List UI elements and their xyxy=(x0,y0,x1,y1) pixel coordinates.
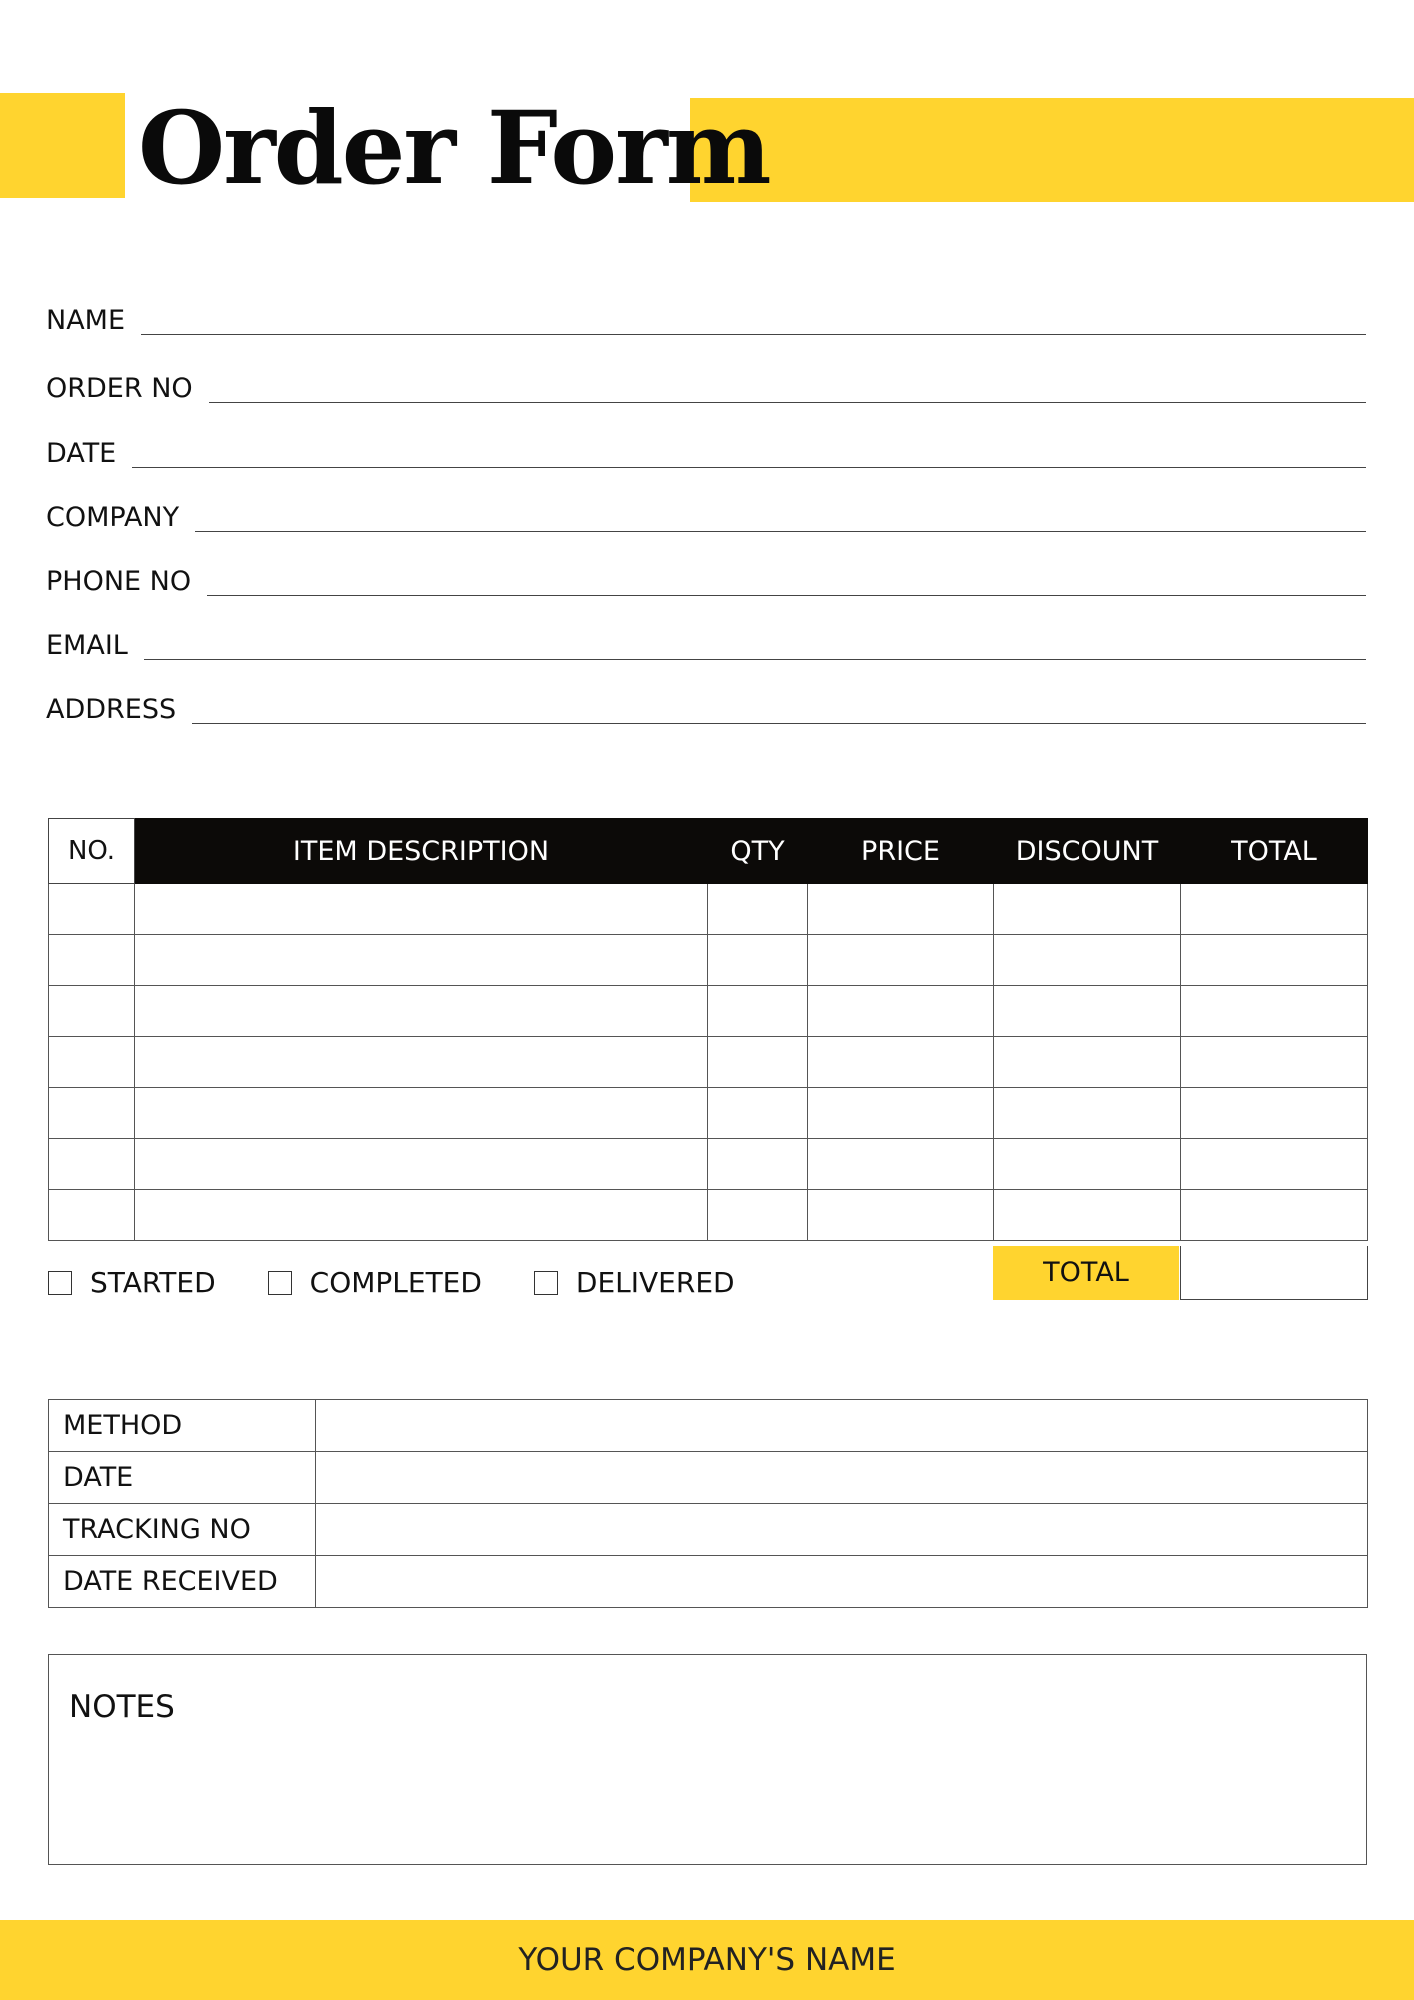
cell-total[interactable] xyxy=(1181,1088,1368,1139)
cell-total[interactable] xyxy=(1181,1037,1368,1088)
cell-price[interactable] xyxy=(808,1190,994,1241)
cell-total[interactable] xyxy=(1181,1139,1368,1190)
cell-no[interactable] xyxy=(49,935,135,986)
footer-company-name: YOUR COMPANY'S NAME xyxy=(0,1920,1414,2000)
cell-discount[interactable] xyxy=(994,1037,1181,1088)
shipping-date-label: DATE xyxy=(49,1452,316,1504)
tracking-no-label: TRACKING NO xyxy=(49,1504,316,1556)
email-field[interactable] xyxy=(46,622,1366,662)
cell-qty[interactable] xyxy=(708,935,808,986)
cell-discount[interactable] xyxy=(994,986,1181,1037)
table-row xyxy=(49,1088,1368,1139)
col-header-total: TOTAL xyxy=(1181,819,1368,884)
cell-price[interactable] xyxy=(808,1139,994,1190)
table-row xyxy=(49,1190,1368,1241)
cell-item-description[interactable] xyxy=(135,1190,708,1241)
name-label: NAME xyxy=(46,305,126,336)
cell-item-description[interactable] xyxy=(135,986,708,1037)
notes-box[interactable] xyxy=(48,1654,1367,1865)
company-input-line[interactable] xyxy=(195,530,1366,532)
cell-no[interactable] xyxy=(49,884,135,935)
delivered-label: DELIVERED xyxy=(575,1266,735,1299)
grand-total-cell[interactable] xyxy=(1180,1246,1368,1300)
cell-no[interactable] xyxy=(49,986,135,1037)
date-received-label: DATE RECEIVED xyxy=(49,1556,316,1608)
cell-item-description[interactable] xyxy=(135,1088,708,1139)
method-label: METHOD xyxy=(49,1400,316,1452)
order-no-input-line[interactable] xyxy=(209,401,1366,403)
started-label: STARTED xyxy=(90,1266,216,1299)
cell-item-description[interactable] xyxy=(135,884,708,935)
phone-no-label: PHONE NO xyxy=(46,566,192,597)
cell-qty[interactable] xyxy=(708,1139,808,1190)
table-row xyxy=(49,884,1368,935)
cell-item-description[interactable] xyxy=(135,935,708,986)
shipping-table xyxy=(48,1399,1368,1608)
cell-total[interactable] xyxy=(1181,986,1368,1037)
email-input-line[interactable] xyxy=(144,658,1366,660)
notes-label: NOTES xyxy=(69,1689,175,1725)
cell-item-description[interactable] xyxy=(135,1139,708,1190)
header-band-right xyxy=(690,98,1414,202)
cell-price[interactable] xyxy=(808,1037,994,1088)
page-title: Order Form xyxy=(138,89,770,207)
date-label: DATE xyxy=(46,438,117,469)
name-input-line[interactable] xyxy=(141,333,1366,335)
completed-label: COMPLETED xyxy=(309,1266,482,1299)
email-label: EMAIL xyxy=(46,630,128,661)
name-field[interactable] xyxy=(46,297,1366,337)
cell-discount[interactable] xyxy=(994,884,1181,935)
col-header-discount: DISCOUNT xyxy=(994,819,1181,884)
table-row xyxy=(49,935,1368,986)
cell-price[interactable] xyxy=(808,935,994,986)
col-header-price: PRICE xyxy=(808,819,994,884)
cell-total[interactable] xyxy=(1181,935,1368,986)
cell-qty[interactable] xyxy=(708,1037,808,1088)
items-header-row xyxy=(49,819,1368,884)
cell-total[interactable] xyxy=(1181,1190,1368,1241)
started-checkbox[interactable] xyxy=(48,1271,72,1295)
company-field[interactable] xyxy=(46,494,1366,534)
shipping-row-method xyxy=(49,1400,1368,1452)
method-value-cell[interactable] xyxy=(316,1400,1368,1452)
col-header-no: NO. xyxy=(49,819,135,884)
phone-no-field[interactable] xyxy=(46,558,1366,598)
completed-checkbox[interactable] xyxy=(268,1271,292,1295)
address-field[interactable] xyxy=(46,686,1366,726)
order-no-field[interactable] xyxy=(46,365,1366,405)
header-band-left xyxy=(0,93,125,198)
cell-no[interactable] xyxy=(49,1037,135,1088)
phone-no-input-line[interactable] xyxy=(207,594,1366,596)
table-row xyxy=(49,1037,1368,1088)
date-received-value-cell[interactable] xyxy=(316,1556,1368,1608)
cell-qty[interactable] xyxy=(708,1190,808,1241)
cell-price[interactable] xyxy=(808,1088,994,1139)
cell-qty[interactable] xyxy=(708,1088,808,1139)
delivered-checkbox[interactable] xyxy=(534,1271,558,1295)
shipping-row-date-received xyxy=(49,1556,1368,1608)
address-label: ADDRESS xyxy=(46,694,177,725)
cell-qty[interactable] xyxy=(708,884,808,935)
cell-discount[interactable] xyxy=(994,1088,1181,1139)
cell-qty[interactable] xyxy=(708,986,808,1037)
cell-no[interactable] xyxy=(49,1088,135,1139)
items-body xyxy=(49,884,1368,1241)
table-row xyxy=(49,1139,1368,1190)
cell-no[interactable] xyxy=(49,1139,135,1190)
shipping-date-value-cell[interactable] xyxy=(316,1452,1368,1504)
status-started[interactable] xyxy=(48,1266,216,1299)
company-label: COMPANY xyxy=(46,502,180,533)
date-input-line[interactable] xyxy=(132,466,1366,468)
cell-price[interactable] xyxy=(808,884,994,935)
cell-discount[interactable] xyxy=(994,935,1181,986)
status-checkboxes xyxy=(48,1266,787,1299)
shipping-row-tracking-no xyxy=(49,1504,1368,1556)
address-input-line[interactable] xyxy=(192,722,1366,724)
tracking-no-value-cell[interactable] xyxy=(316,1504,1368,1556)
grand-total-label: TOTAL xyxy=(993,1246,1179,1300)
table-row xyxy=(49,986,1368,1037)
shipping-row-date xyxy=(49,1452,1368,1504)
cell-discount[interactable] xyxy=(994,1139,1181,1190)
order-no-label: ORDER NO xyxy=(46,373,193,404)
col-header-item-description: ITEM DESCRIPTION xyxy=(135,819,708,884)
cell-discount[interactable] xyxy=(994,1190,1181,1241)
status-delivered[interactable] xyxy=(534,1266,735,1299)
status-completed[interactable] xyxy=(268,1266,482,1299)
date-field[interactable] xyxy=(46,430,1366,470)
col-header-qty: QTY xyxy=(708,819,808,884)
cell-total[interactable] xyxy=(1181,884,1368,935)
cell-no[interactable] xyxy=(49,1190,135,1241)
items-table xyxy=(48,818,1368,1241)
cell-item-description[interactable] xyxy=(135,1037,708,1088)
cell-price[interactable] xyxy=(808,986,994,1037)
